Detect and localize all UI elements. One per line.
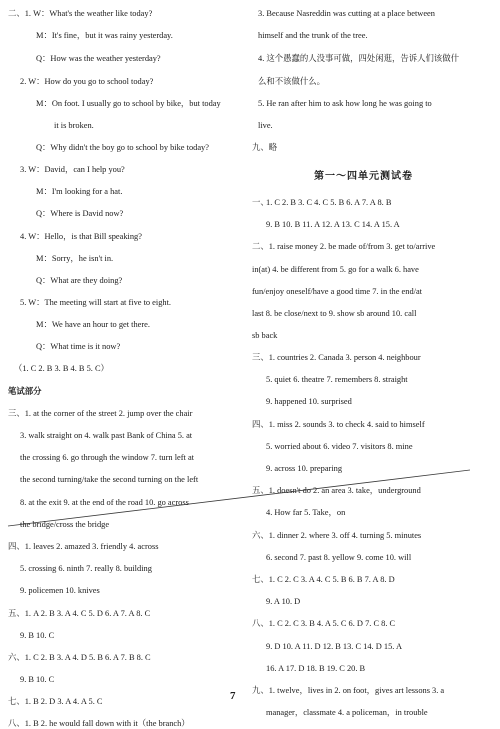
answer-line: 二、1. W：What's the weather like today? bbox=[8, 9, 153, 18]
answer-line: live. bbox=[258, 121, 273, 130]
answer-line: 九、1. twelve，lives in 2. on foot，gives art lessons 3. a bbox=[252, 686, 445, 695]
answer-line: 4. How far 5. Take，on bbox=[266, 508, 346, 517]
answer-line: 8. at the exit 9. at the end of the road 10. go across bbox=[20, 498, 189, 507]
answer-line: 9. policemen 10. knives bbox=[20, 586, 100, 595]
answer-line: 六、1. dinner 2. where 3. off 4. turning 5. minutes bbox=[252, 531, 422, 540]
answer-line: Q：What time is it now? bbox=[36, 342, 121, 351]
answer-line: M：On foot. I usually go to school by bike，but today bbox=[36, 99, 221, 108]
answer-line: 八、1. C 2. C 3. B 4. A 5. C 6. D 7. C 8. C bbox=[252, 619, 396, 628]
answer-line: in(at) 4. be different from 5. go for a walk 6. have bbox=[252, 265, 419, 274]
answer-line: 3. walk straight on 4. walk past Bank of China 5. at bbox=[20, 431, 193, 440]
answer-line: 六、1. C 2. B 3. A 4. D 5. B 6. A 7. B 8. C bbox=[8, 653, 151, 662]
answer-line: 9. B 10. B 11. A 12. A 13. C 14. A 15. A bbox=[266, 220, 400, 229]
answer-line: Q：What are they doing? bbox=[36, 276, 123, 285]
answer-line: it is broken. bbox=[54, 121, 94, 130]
answer-line: Q：Where is David now? bbox=[36, 209, 124, 218]
answer-line: 五、1. doesn't do 2. an area 3. take，underground bbox=[252, 486, 421, 495]
answer-line: M：Sorry，he isn't in. bbox=[36, 254, 114, 263]
answer-line: 5. W：The meeting will start at five to eight. bbox=[20, 298, 172, 307]
answer-line: 二、1. raise money 2. be made of/from 3. get to/arrive bbox=[252, 242, 436, 251]
answer-line: 2. W：How do you go to school today? bbox=[20, 77, 154, 86]
answer-line: 七、1. C 2. C 3. A 4. C 5. B 6. B 7. A 8. D bbox=[252, 575, 395, 584]
answer-line: 4. W：Hello，is that Bill speaking? bbox=[20, 232, 142, 241]
answer-line: manager，classmate 4. a policeman，in trouble bbox=[266, 708, 428, 717]
answer-line: sb back bbox=[252, 331, 278, 340]
section-title: 第一～四单元测试卷 bbox=[314, 171, 413, 182]
answer-line: the bridge/cross the bridge bbox=[20, 520, 110, 529]
answer-line: 9. A 10. D bbox=[266, 597, 301, 606]
answer-line: 6. second 7. past 8. yellow 9. come 10. will bbox=[266, 553, 412, 562]
page-number: 7 bbox=[230, 690, 236, 702]
answer-line: 八、1. B 2. he would fall down with it（the branch） bbox=[8, 719, 190, 728]
answer-line: 么和不该做什么。 bbox=[258, 77, 325, 86]
answer-line: 九、略 bbox=[252, 143, 278, 152]
answer-line: the second turning/take the second turning on the left bbox=[20, 475, 199, 484]
answer-prefix: 一、 bbox=[252, 198, 269, 207]
answer-line: 5. worried about 6. video 7. visitors 8. mine bbox=[266, 442, 413, 451]
answer-line: 四、1. leaves 2. amazed 3. friendly 4. across bbox=[8, 542, 159, 551]
answer-line: 4. 这个愚蠢的人没事可做，四处闲逛，告诉人们该做什 bbox=[258, 54, 459, 63]
answer-line: 3. Because Nasreddin was cutting at a place between bbox=[258, 9, 435, 18]
answer-line: （1. C 2. B 3. B 4. B 5. C） bbox=[14, 364, 109, 373]
answer-line: fun/enjoy oneself/have a good time 7. in the end/at bbox=[252, 287, 423, 296]
answer-line: 16. A 17. D 18. B 19. C 20. B bbox=[266, 664, 366, 673]
answer-line: 七、1. B 2. D 3. A 4. A 5. C bbox=[8, 697, 103, 706]
answer-line: 三、1. countries 2. Canada 3. person 4. neighbour bbox=[252, 353, 421, 362]
answer-line: 9. happened 10. surprised bbox=[266, 397, 352, 406]
answer-line: 9. B 10. C bbox=[20, 631, 55, 640]
answer-line: 5. He ran after him to ask how long he was going to bbox=[258, 99, 432, 108]
answer-line: 三、1. at the corner of the street 2. jump over the chair bbox=[8, 409, 193, 418]
answer-line: 9. B 10. C bbox=[20, 675, 55, 684]
answer-line: M：I'm looking for a hat. bbox=[36, 187, 123, 196]
answer-line: 1. C 2. B 3. C 4. C 5. B 6. A 7. A 8. B bbox=[266, 198, 392, 207]
answer-line: 笔试部分 bbox=[8, 387, 42, 396]
answer-line: 5. quiet 6. theatre 7. remembers 8. straight bbox=[266, 375, 408, 384]
answer-line: himself and the trunk of the tree. bbox=[258, 31, 368, 40]
answer-line: 5. crossing 6. ninth 7. really 8. building bbox=[20, 564, 152, 573]
answer-line: the crossing 6. go through the window 7. turn left at bbox=[20, 453, 194, 462]
answer-line: 3. W：David，can I help you? bbox=[20, 165, 125, 174]
answer-line: 9. across 10. preparing bbox=[266, 464, 343, 473]
answer-line: 五、1. A 2. B 3. A 4. C 5. D 6. A 7. A 8. C bbox=[8, 609, 151, 618]
answer-line: last 8. be close/next to 9. show sb around 10. call bbox=[252, 309, 417, 318]
answer-line: M：We have an hour to get there. bbox=[36, 320, 150, 329]
answer-line: Q：How was the weather yesterday? bbox=[36, 54, 161, 63]
answer-line: 四、1. miss 2. sounds 3. to check 4. said to himself bbox=[252, 420, 425, 429]
answer-line: 9. D 10. A 11. D 12. B 13. C 14. D 15. A bbox=[266, 642, 403, 651]
answer-line: M：It's fine，but it was rainy yesterday. bbox=[36, 31, 173, 40]
answer-line: Q：Why didn't the boy go to school by bike today? bbox=[36, 143, 209, 152]
